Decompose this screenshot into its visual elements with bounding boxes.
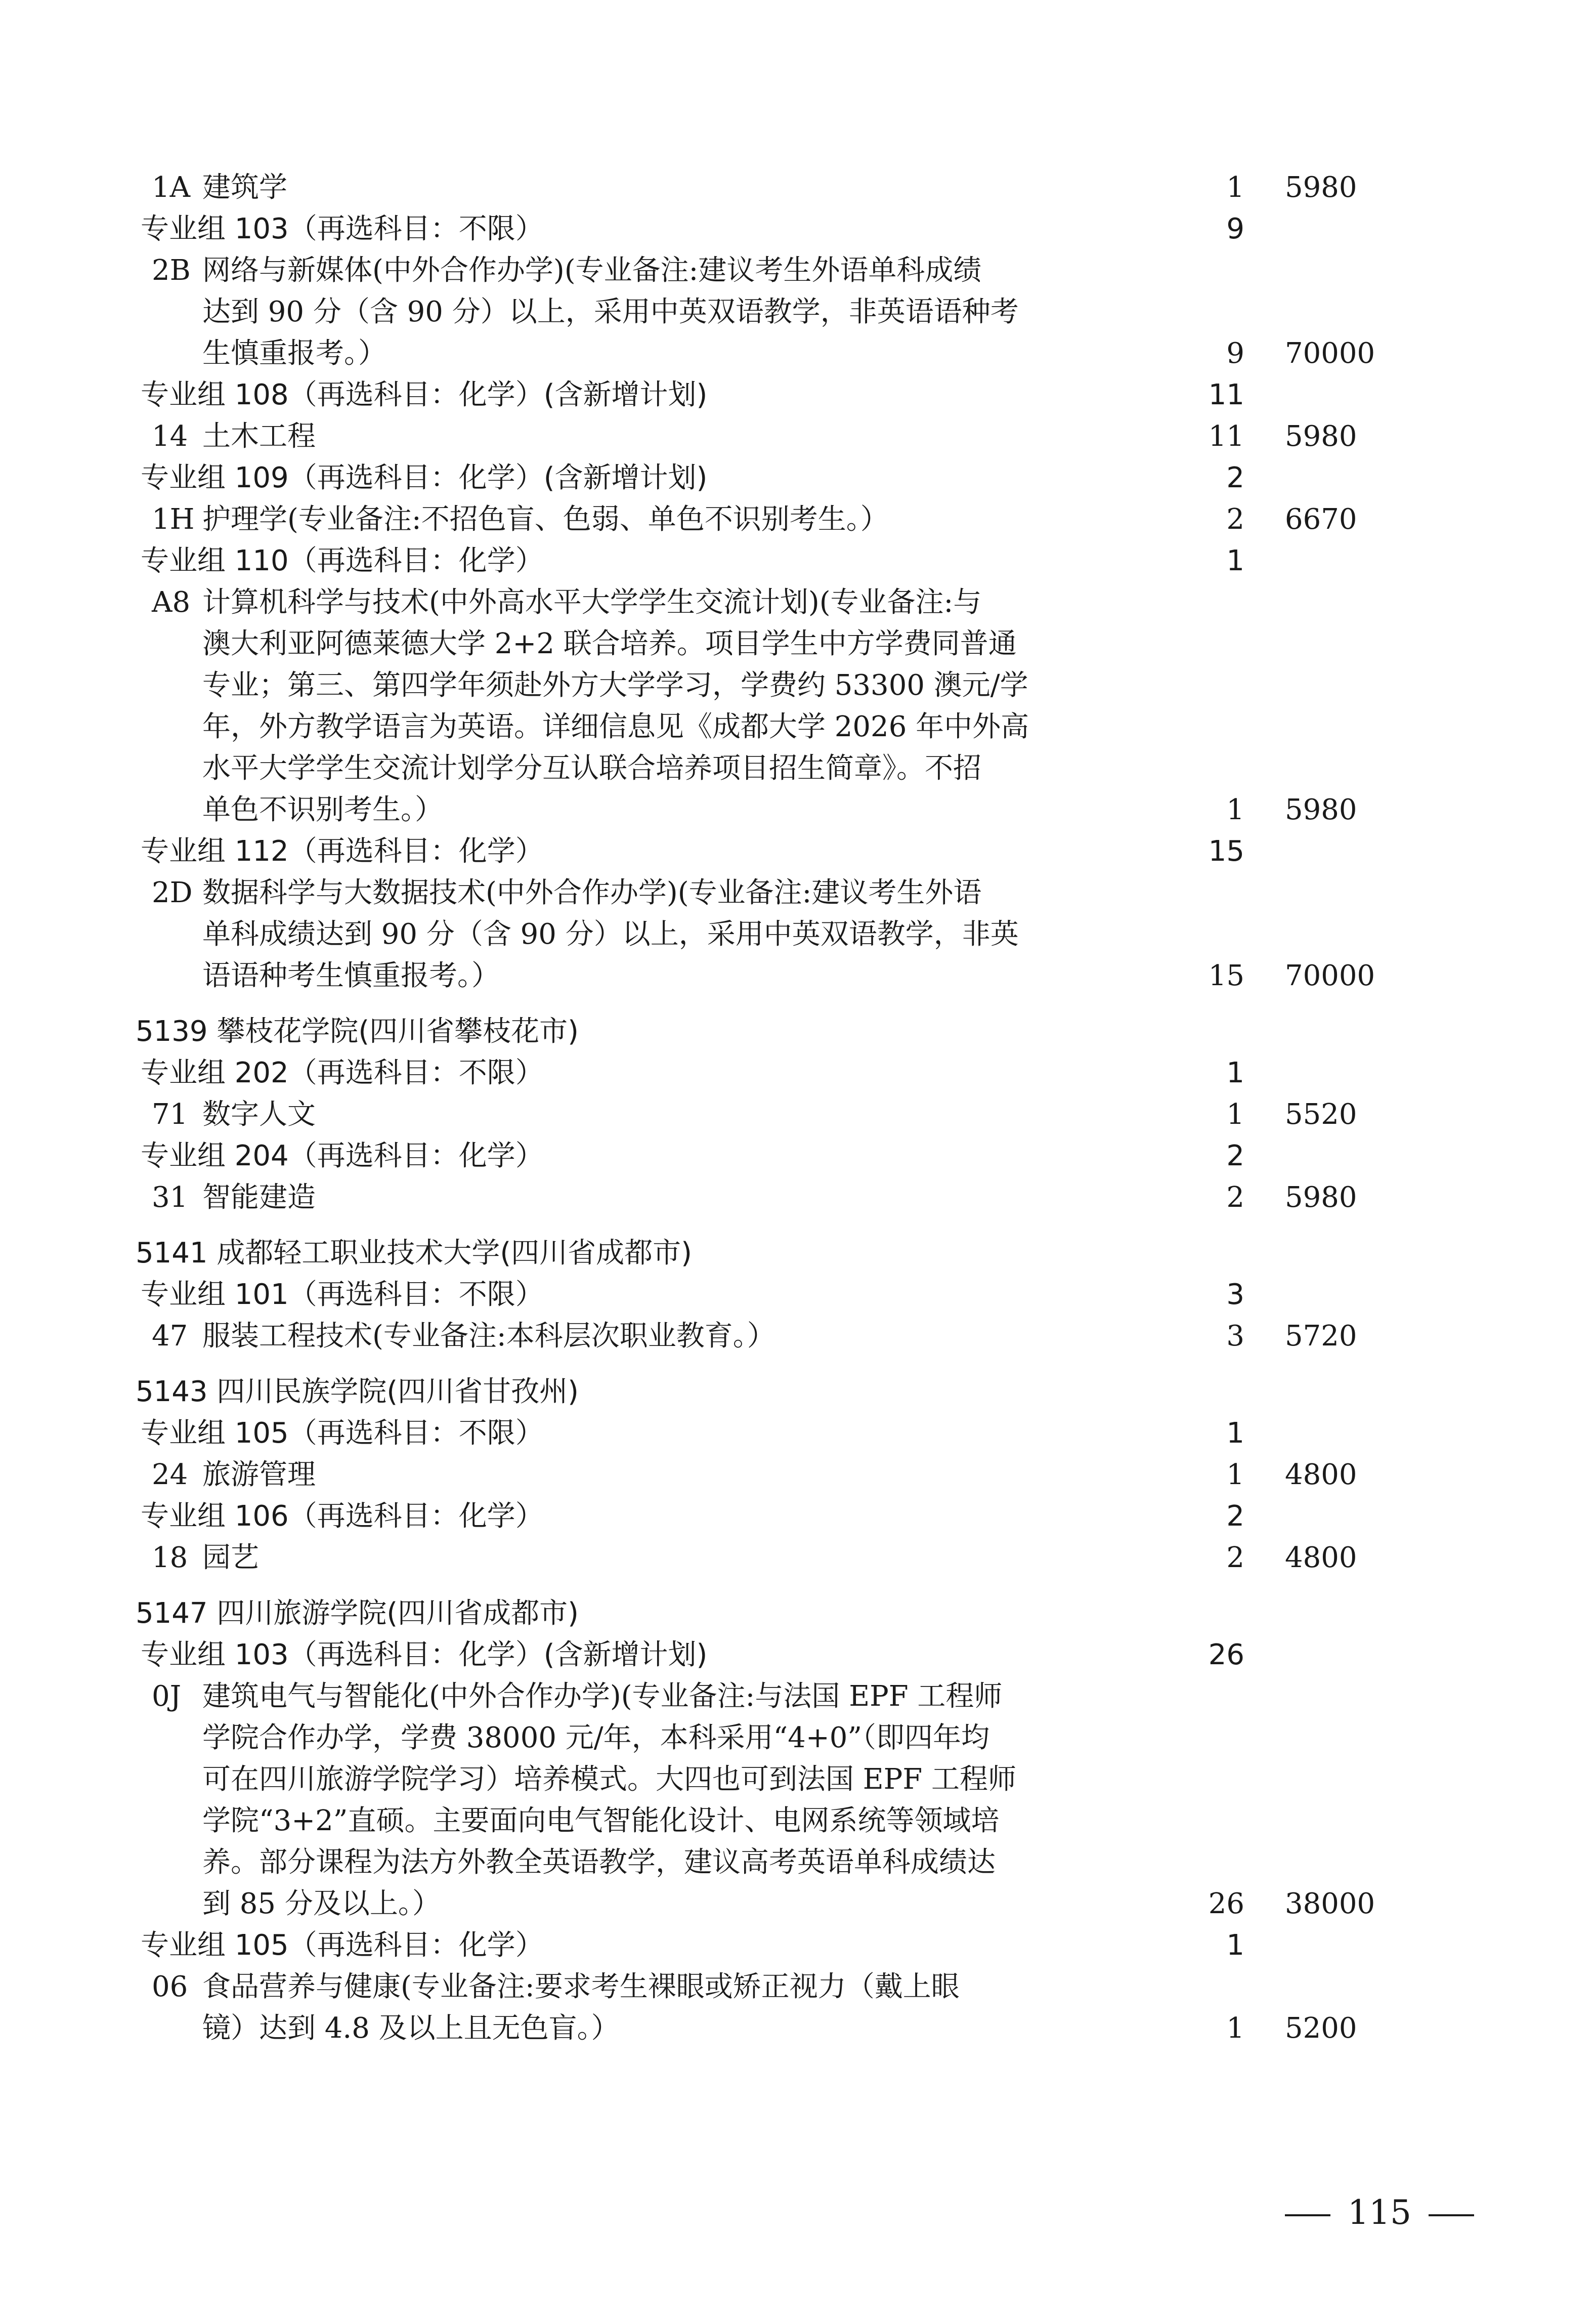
major-code: 18	[152, 1541, 188, 1574]
continuation-row	[0, 914, 1596, 955]
plan-count: 1	[1226, 793, 1244, 826]
plan-count: 1	[1226, 2012, 1244, 2045]
group-row	[0, 457, 1596, 499]
major-text: 数据科学与大数据技术(中外合作办学)(专业备注:建议考生外语	[202, 876, 982, 909]
major-code: 1H	[152, 503, 195, 536]
major-text: 养。部分课程为法方外教全英语教学，建议高考英语单科成绩达	[202, 1846, 996, 1879]
major-row	[0, 1966, 1596, 2008]
major-text: 到 85 分及以上。）	[202, 1887, 441, 1920]
plan-count: 11	[1208, 420, 1244, 453]
tuition-fee: 5520	[1285, 1098, 1357, 1131]
plan-count: 26	[1208, 1887, 1244, 1920]
major-row	[0, 1094, 1596, 1135]
major-row	[0, 1537, 1596, 1579]
group-label: 专业组 106（再选科目：化学）	[141, 1500, 544, 1533]
major-row	[0, 872, 1596, 914]
plan-count: 15	[1208, 835, 1244, 868]
continuation-row	[0, 291, 1596, 333]
major-text: 澳大利亚阿德莱德大学 2+2 联合培养。项目学生中方学费同普通	[202, 627, 1017, 660]
major-text: 计算机科学与技术(中外高水平大学学生交流计划)(专业备注:与	[202, 586, 982, 619]
plan-count: 3	[1226, 1278, 1244, 1311]
continuation-row	[0, 333, 1596, 374]
school-heading	[0, 1371, 1596, 1413]
school-name: 5141 成都轻工职业技术大学(四川省成都市)	[136, 1237, 693, 1270]
continuation-row	[0, 1759, 1596, 1800]
continuation-row	[0, 789, 1596, 831]
group-label: 专业组 202（再选科目：不限）	[141, 1057, 544, 1089]
tuition-fee: 5980	[1285, 793, 1357, 826]
page-footer	[1285, 2190, 1497, 2236]
tuition-fee: 5200	[1285, 2012, 1357, 2045]
group-row	[0, 1052, 1596, 1094]
major-text: 年，外方教学语言为英语。详细信息见《成都大学 2026 年中外高	[202, 710, 1029, 743]
tuition-fee: 70000	[1285, 337, 1375, 370]
group-row	[0, 374, 1596, 416]
plan-count: 1	[1226, 171, 1244, 204]
major-row	[0, 1316, 1596, 1357]
school-name: 5139 攀枝花学院(四川省攀枝花市)	[136, 1015, 579, 1048]
major-text: 网络与新媒体(中外合作办学)(专业备注:建议考生外语单科成绩	[202, 254, 982, 287]
major-row	[0, 499, 1596, 540]
plan-count: 26	[1208, 1638, 1244, 1671]
group-label: 专业组 109（再选科目：化学）(含新增计划)	[141, 461, 708, 494]
group-label: 专业组 108（再选科目：化学）(含新增计划)	[141, 378, 708, 411]
plan-count: 1	[1226, 1098, 1244, 1131]
plan-count: 2	[1226, 461, 1244, 494]
major-text: 土木工程	[202, 420, 316, 453]
continuation-row	[0, 1717, 1596, 1759]
group-label: 专业组 103（再选科目：不限）	[141, 213, 544, 245]
group-row	[0, 540, 1596, 582]
group-row	[0, 831, 1596, 872]
tuition-fee: 5980	[1285, 171, 1357, 204]
group-label: 专业组 110（再选科目：化学）	[141, 544, 544, 577]
major-text: 语语种考生慎重报考。）	[202, 959, 500, 992]
school-heading	[0, 1011, 1596, 1052]
major-code: 31	[152, 1181, 188, 1214]
school-heading	[0, 1593, 1596, 1634]
plan-count: 1	[1226, 1417, 1244, 1450]
major-row	[0, 1454, 1596, 1496]
group-label: 专业组 103（再选科目：化学）(含新增计划)	[141, 1638, 708, 1671]
plan-count: 9	[1226, 337, 1244, 370]
major-text: 水平大学学生交流计划学分互认联合培养项目招生简章》。不招	[202, 752, 981, 785]
continuation-row	[0, 706, 1596, 748]
continuation-row	[0, 955, 1596, 997]
group-row	[0, 1634, 1596, 1676]
major-code: 24	[152, 1458, 188, 1491]
major-text: 园艺	[202, 1541, 259, 1574]
major-text: 单色不识别考生。）	[202, 793, 443, 826]
school-name: 5143 四川民族学院(四川省甘孜州)	[136, 1375, 579, 1408]
major-text: 智能建造	[202, 1181, 316, 1214]
continuation-row	[0, 623, 1596, 665]
group-row	[0, 1413, 1596, 1454]
major-text: 达到 90 分（含 90 分）以上，采用中英双语教学，非英语语种考	[202, 296, 1019, 328]
major-code: 14	[152, 420, 188, 453]
plan-count: 2	[1226, 1541, 1244, 1574]
major-text: 服装工程技术(专业备注:本科层次职业教育。）	[202, 1320, 775, 1353]
school-heading	[0, 1233, 1596, 1274]
group-label: 专业组 112（再选科目：化学）	[141, 835, 544, 868]
continuation-row	[0, 748, 1596, 789]
major-text: 数字人文	[202, 1098, 316, 1131]
continuation-row	[0, 1842, 1596, 1883]
plan-count: 1	[1226, 1458, 1244, 1491]
tuition-fee: 5980	[1285, 1181, 1357, 1214]
plan-count: 2	[1226, 1181, 1244, 1214]
plan-count: 2	[1226, 503, 1244, 536]
major-code: 2D	[152, 876, 193, 909]
plan-count: 1	[1226, 544, 1244, 577]
plan-count: 1	[1226, 1057, 1244, 1089]
group-label: 专业组 105（再选科目：化学）	[141, 1929, 544, 1962]
major-text: 专业；第三、第四学年须赴外方大学学习，学费约 53300 澳元/学	[202, 669, 1028, 702]
major-text: 镜）达到 4.8 及以上且无色盲。）	[202, 2012, 620, 2045]
major-code: 47	[152, 1320, 188, 1353]
continuation-row	[0, 1883, 1596, 1925]
major-text: 旅游管理	[202, 1458, 316, 1491]
plan-count: 9	[1226, 213, 1244, 245]
major-code: 2B	[152, 254, 191, 287]
major-text: 护理学(专业备注:不招色盲、色弱、单色不识别考生。）	[202, 503, 889, 536]
plan-count: 15	[1208, 959, 1244, 992]
group-row	[0, 1925, 1596, 1966]
major-text: 单科成绩达到 90 分（含 90 分）以上，采用中英双语教学，非英	[202, 918, 1019, 951]
group-label: 专业组 105（再选科目：不限）	[141, 1417, 544, 1450]
major-code: 1A	[152, 171, 191, 204]
major-text: 生慎重报考。）	[202, 337, 386, 370]
major-code: 0J	[152, 1680, 182, 1713]
tuition-fee: 70000	[1285, 959, 1375, 992]
major-text: 可在四川旅游学院学习）培养模式。大四也可到法国 EPF 工程师	[202, 1763, 1017, 1796]
plan-count: 2	[1226, 1140, 1244, 1172]
footer-dash-right	[1429, 2214, 1474, 2216]
major-text: 食品营养与健康(专业备注:要求考生裸眼或矫正视力（戴上眼	[202, 1970, 960, 2003]
continuation-row	[0, 1800, 1596, 1842]
major-row	[0, 1177, 1596, 1218]
tuition-fee: 4800	[1285, 1458, 1357, 1491]
major-text: 学院合作办学，学费 38000 元/年，本科采用“4+0”（即四年均	[202, 1721, 990, 1754]
major-row	[0, 167, 1596, 208]
major-text: 建筑电气与智能化(中外合作办学)(专业备注:与法国 EPF 工程师	[202, 1680, 1003, 1713]
tuition-fee: 5720	[1285, 1320, 1357, 1353]
major-code: 71	[152, 1098, 188, 1131]
major-row	[0, 416, 1596, 457]
plan-count: 11	[1208, 378, 1244, 411]
major-code: 06	[152, 1970, 188, 2003]
group-label: 专业组 204（再选科目：化学）	[141, 1140, 544, 1172]
plan-count: 1	[1226, 1929, 1244, 1962]
major-row	[0, 250, 1596, 291]
continuation-row	[0, 2008, 1596, 2049]
footer-dash-left	[1285, 2214, 1330, 2216]
tuition-fee: 5980	[1285, 420, 1357, 453]
plan-count: 2	[1226, 1500, 1244, 1533]
page-number: 115	[1348, 2193, 1411, 2232]
group-row	[0, 1274, 1596, 1316]
plan-count: 3	[1226, 1320, 1244, 1353]
group-label: 专业组 101（再选科目：不限）	[141, 1278, 544, 1311]
group-row	[0, 208, 1596, 250]
continuation-row	[0, 665, 1596, 706]
major-row	[0, 1676, 1596, 1717]
tuition-fee: 38000	[1285, 1887, 1375, 1920]
tuition-fee: 6670	[1285, 503, 1357, 536]
school-name: 5147 四川旅游学院(四川省成都市)	[136, 1597, 579, 1630]
major-text: 建筑学	[202, 171, 287, 204]
major-row	[0, 582, 1596, 623]
tuition-fee: 4800	[1285, 1541, 1357, 1574]
group-row	[0, 1496, 1596, 1537]
major-code: A8	[152, 586, 191, 619]
group-row	[0, 1135, 1596, 1177]
major-text: 学院“3+2”直硕。主要面向电气智能化设计、电网系统等领域培	[202, 1804, 1000, 1837]
